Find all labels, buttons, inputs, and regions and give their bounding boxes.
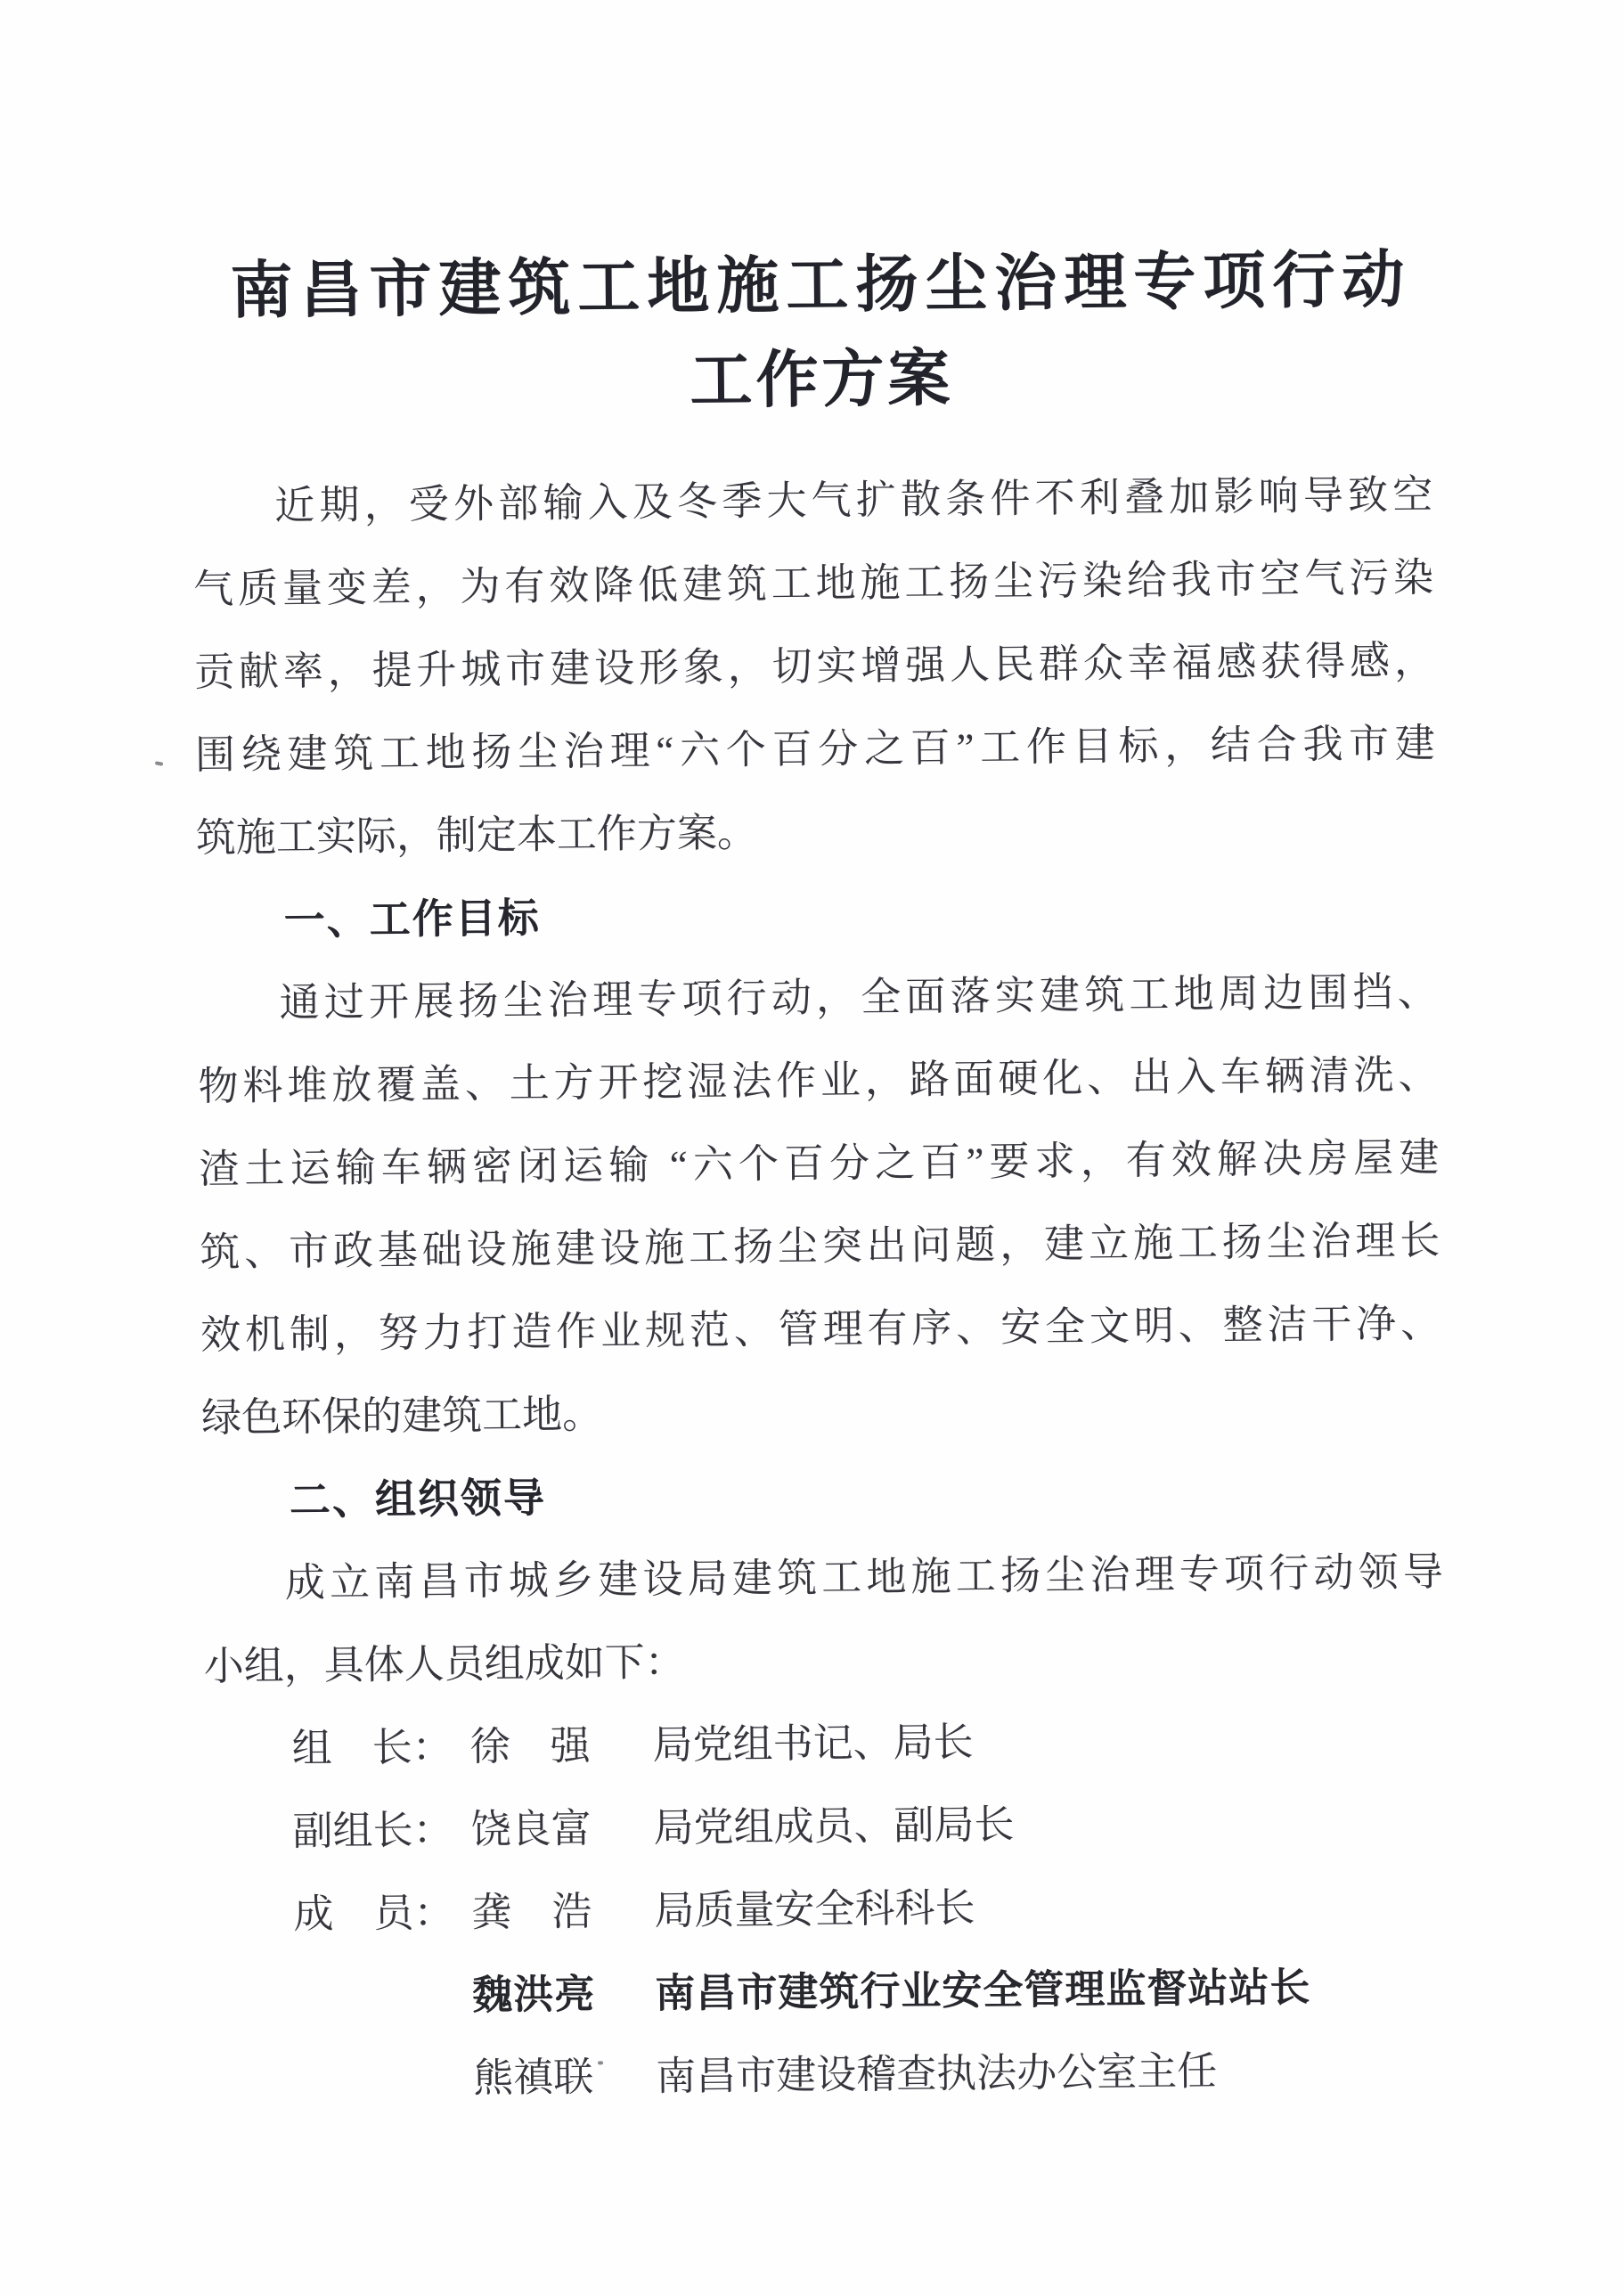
- intro-paragraph-line: 贡献率，提升城市建设形象，切实增强人民群众幸福感获得感，: [193, 638, 1435, 695]
- org-paragraph-line: 小组，具体人员组成如下：: [203, 1639, 686, 1689]
- goal-paragraph-line: 物料堆放覆盖、土方开挖湿法作业，路面硬化、出入车辆清洗、: [198, 1052, 1439, 1109]
- goal-paragraph-line: 绿色环保的建筑工地。: [200, 1392, 603, 1441]
- member-role-label: 成 员：: [293, 1890, 454, 1937]
- intro-paragraph-line: 气质量变差，为有效降低建筑工地施工扬尘污染给我市空气污染: [192, 555, 1434, 612]
- section-heading-work-goals: 一、工作目标: [283, 894, 541, 944]
- goal-paragraph-line: 效机制，努力打造作业规范、管理有序、安全文明、整洁干净、: [200, 1301, 1441, 1358]
- member-name: 魏洪亮: [472, 1972, 596, 2018]
- member-row-deputy-leader: [205, 1779, 1446, 1874]
- member-name: 徐 强: [469, 1723, 591, 1769]
- intro-paragraph-line: 筑施工实际，制定本工作方案。: [195, 810, 758, 861]
- intro-paragraph-line: 近期，受外部输入及冬季大气扩散条件不利叠加影响导致空: [274, 472, 1433, 528]
- goal-paragraph-line: 通过开展扬尘治理专项行动，全面落实建筑工地周边围挡、: [279, 969, 1438, 1025]
- member-name: 熊禛联: [473, 2055, 594, 2101]
- member-name: 龚 浩: [471, 1889, 592, 1935]
- scan-artifact: [155, 761, 164, 766]
- member-job-title: 局党组成员、副局长: [653, 1802, 1015, 1851]
- org-paragraph-line: 成立南昌市城乡建设局建筑工地施工扬尘治理专项行动领导: [284, 1549, 1444, 1606]
- member-job-title: 局质量安全科科长: [654, 1885, 975, 1933]
- member-name: 饶良富: [470, 1806, 592, 1852]
- title-line-2: 工作方案: [690, 345, 954, 417]
- member-job-title: 南昌市建筑行业安全管理监督站站长: [655, 1965, 1311, 2016]
- document-body: [192, 453, 1449, 2122]
- member-row-member-1: [206, 1862, 1447, 1957]
- member-role-label: [294, 1955, 473, 2039]
- member-role-label: 副组长：: [292, 1807, 453, 1854]
- goal-paragraph-line: 筑、市政基础设施建设施工扬尘突出问题，建立施工扬尘治理长: [200, 1218, 1440, 1275]
- member-job-title: 局党组书记、局长: [652, 1720, 974, 1768]
- member-row-member-2: [207, 1945, 1448, 2039]
- member-role-label: [295, 2038, 474, 2122]
- section-heading-organization: 二、组织领导: [289, 1474, 547, 1524]
- member-role-label: 组 长：: [291, 1724, 453, 1771]
- scan-artifact: [598, 2061, 603, 2064]
- intro-paragraph-line: 围绕建筑工地扬尘治理“六个百分之百”工作目标，结合我市建: [194, 721, 1436, 778]
- member-row-member-3: [208, 2028, 1449, 2122]
- goal-paragraph-line: 渣土运输车辆密闭运输 “六个百分之百”要求，有效解决房屋建: [199, 1135, 1440, 1192]
- member-job-title: 南昌市建设稽查执法办公室主任: [655, 2048, 1218, 2099]
- document-title: [8, 231, 1624, 435]
- title-line-1: 南昌市建筑工地施工扬尘治理专项行动: [230, 246, 1412, 327]
- member-row-leader: [204, 1696, 1445, 1791]
